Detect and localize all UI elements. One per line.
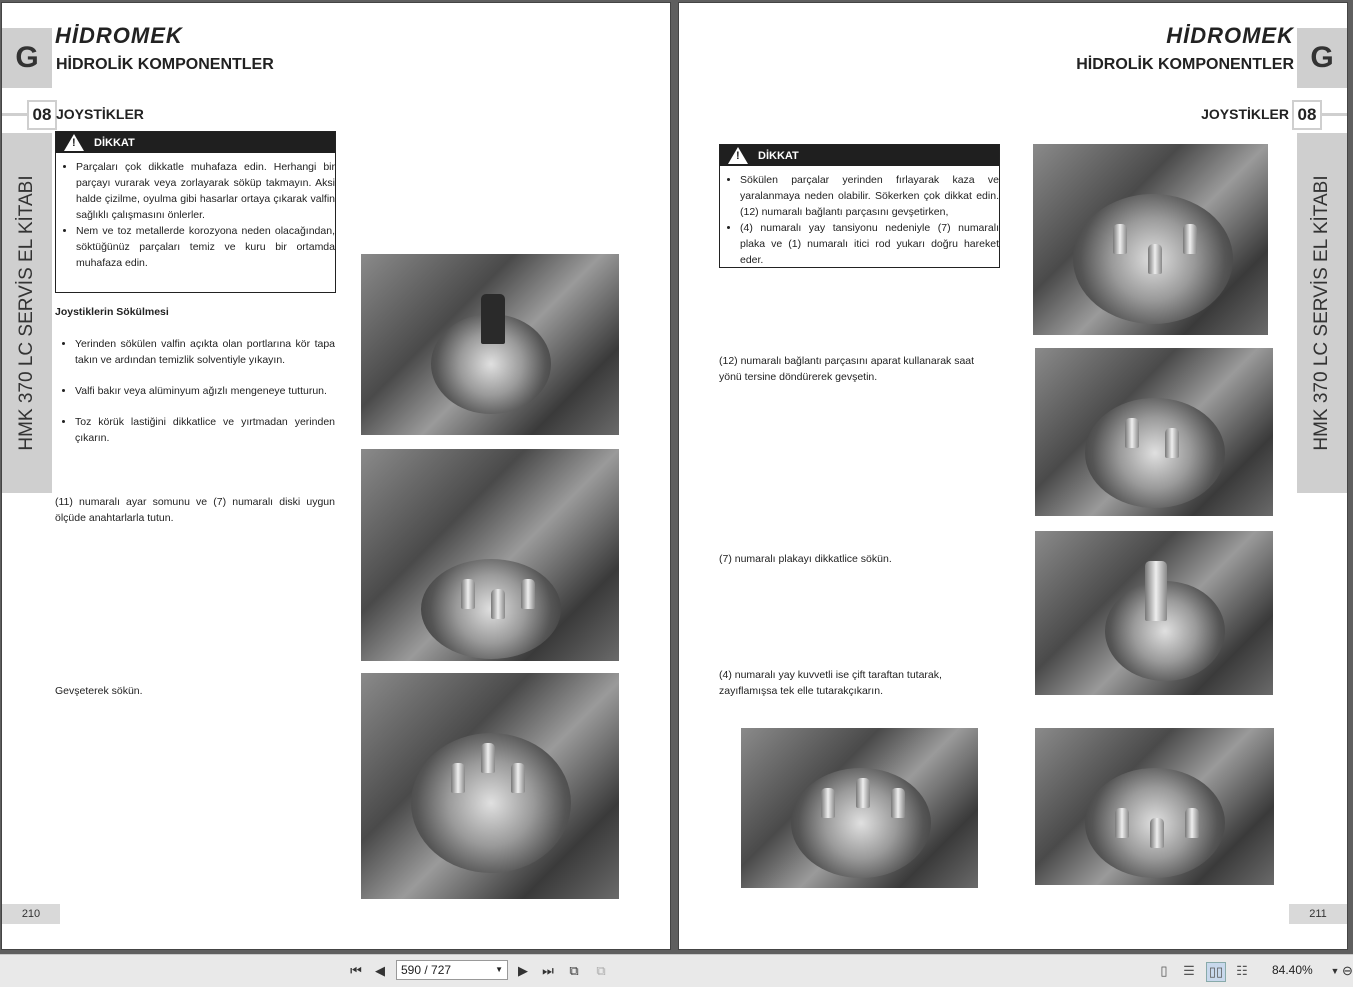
section-letter-tab: G: [1297, 28, 1347, 88]
viewer-toolbar: [0, 954, 1353, 987]
single-page-view-button[interactable]: [1155, 962, 1173, 980]
side-title-bar: [2, 133, 52, 493]
section-letter-tab: G: [2, 28, 52, 88]
photo-boot-removal: [361, 254, 619, 435]
side-title: HMK 370 LC SERVİS EL KİTABI: [1311, 175, 1332, 451]
section-title: HİDROLİK KOMPONENTLER: [56, 56, 274, 73]
warning-list: [56, 159, 335, 271]
brand-logo: HİDROMEK: [1166, 23, 1294, 48]
chapter-number: 08: [1292, 100, 1322, 130]
instruction-text: (12) numaralı bağlantı parçasını aparat kullanarak saat yönü tersine döndürerek gevşetin.: [719, 355, 975, 383]
warning-header: [56, 132, 335, 153]
instruction-text: (4) numaralı yay kuvvetli ise çift taraftan tutarak, zayıflamışsa tek elle tutarakçıkarın.: [719, 669, 942, 697]
next-view-button[interactable]: [592, 963, 610, 979]
chapter-title: JOYSTİKLER: [1201, 106, 1289, 122]
page-number: 211: [1289, 904, 1347, 924]
previous-view-button[interactable]: [565, 963, 583, 979]
instruction-text: (7) numaralı plakayı dikkatlice sökün.: [719, 553, 892, 565]
last-page-button[interactable]: [539, 963, 557, 979]
warning-item: • Parçaları çok dikkatle muhafaza edin. Herhangi bir parçayı vurarak veya zorlayarak söküp takmayın. Aksi halde çizilme, oyulma gibi hasarlar ortaya çıkarak valfin sağlıklı çalışmasını önlerler.: [76, 159, 335, 223]
previous-view-icon: ⧉: [569, 963, 579, 978]
warning-item: • Nem ve toz metallerde korozyona neden olacağından, söktüğünüz parçaları temiz ve kuru bir ortamda muhafaza edin.: [76, 223, 335, 271]
continuous-view-button[interactable]: [1180, 962, 1198, 980]
next-page-icon: ▶: [518, 963, 528, 978]
warning-icon: [64, 134, 84, 151]
page-indicator: 590 / 727: [401, 963, 452, 977]
chapter-title: JOYSTİKLER: [56, 106, 144, 122]
photo-loosened-assembly: [361, 673, 619, 899]
single-page-icon: ▯: [1160, 963, 1168, 978]
next-view-icon: ⧉: [596, 963, 606, 978]
photo-counterclockwise-loosen: [1035, 348, 1273, 516]
chapter-rule: [2, 113, 28, 116]
warning-icon: [728, 147, 748, 164]
side-title-bar: [1297, 133, 1347, 493]
zoom-out-button[interactable]: [1342, 963, 1353, 979]
warning-header: [720, 145, 999, 166]
warning-box: [55, 131, 336, 293]
photo-plate-removal: [1035, 531, 1273, 695]
chapter-rule: [1321, 113, 1347, 116]
chevron-down-icon[interactable]: ▼: [495, 965, 503, 974]
page-number: 210: [2, 904, 60, 924]
zoom-out-icon: ⊖: [1342, 963, 1353, 978]
next-page-button[interactable]: [515, 963, 531, 979]
warning-list: [720, 172, 999, 268]
continuous-facing-icon: ☷: [1236, 963, 1248, 978]
chapter-number: 08: [27, 100, 57, 130]
previous-page-icon: ◀: [375, 963, 385, 978]
section-title: HİDROLİK KOMPONENTLER: [1076, 56, 1294, 73]
continuous-icon: ☰: [1183, 963, 1195, 978]
photo-spring-two-hands: [741, 728, 978, 888]
zoom-dropdown[interactable]: [1330, 963, 1340, 979]
zoom-level[interactable]: 84.40%: [1272, 963, 1313, 977]
photo-fitting-tool: [1033, 144, 1268, 335]
warning-item: • Sökülen parçalar yerinden fırlayarak kaza ve yaralanmaya neden olabilir. Sökerken çok dikkat edin. (12) numaralı bağlantı parçasını gevşetirken,: [740, 172, 999, 220]
warning-box: [719, 144, 1000, 268]
step-item: • Toz körük lastiğini dikkatlice ve yırtmadan yerinden çıkarın.: [75, 414, 335, 446]
page-number-input[interactable]: [396, 960, 508, 980]
facing-pages-icon: ▯▯: [1208, 964, 1224, 979]
last-page-icon: ⏭: [542, 963, 554, 978]
instruction-text: Gevşeterek sökün.: [55, 685, 143, 697]
warning-item: • (4) numaralı yay tansiyonu nedeniyle (7) numaralı plaka ve (1) numaralı itici rod yukarı doğru hareket eder.: [740, 220, 999, 268]
chevron-down-icon: ▼: [1330, 966, 1340, 976]
step-list: [55, 336, 335, 461]
photo-spring-one-hand: [1035, 728, 1274, 885]
step-item: • Valfi bakır veya alüminyum ağızlı mengeneye tutturun.: [75, 383, 335, 399]
instruction-text: (11) numaralı ayar somunu ve (7) numaralı diski uygun ölçüde anahtarlarla tutun.: [55, 496, 335, 524]
photo-wrench-hold: [361, 449, 619, 661]
first-page-icon: ⏮: [350, 963, 362, 978]
warning-title: DİKKAT: [94, 136, 135, 149]
facing-pages-view-button[interactable]: [1206, 962, 1226, 982]
warning-title: DİKKAT: [758, 149, 799, 162]
subheading: Joystiklerin Sökülmesi: [55, 306, 169, 318]
previous-page-button[interactable]: [372, 963, 388, 979]
first-page-button[interactable]: [347, 963, 365, 979]
page-left: [1, 2, 671, 950]
continuous-facing-view-button[interactable]: [1233, 962, 1251, 980]
brand-logo: HİDROMEK: [55, 23, 183, 48]
page-right: [678, 2, 1348, 950]
step-item: • Yerinden sökülen valfin açıkta olan portlarına kör tapa takın ve ardından temizlik solventiyle yıkayın.: [75, 336, 335, 368]
side-title: HMK 370 LC SERVİS EL KİTABI: [16, 175, 37, 451]
